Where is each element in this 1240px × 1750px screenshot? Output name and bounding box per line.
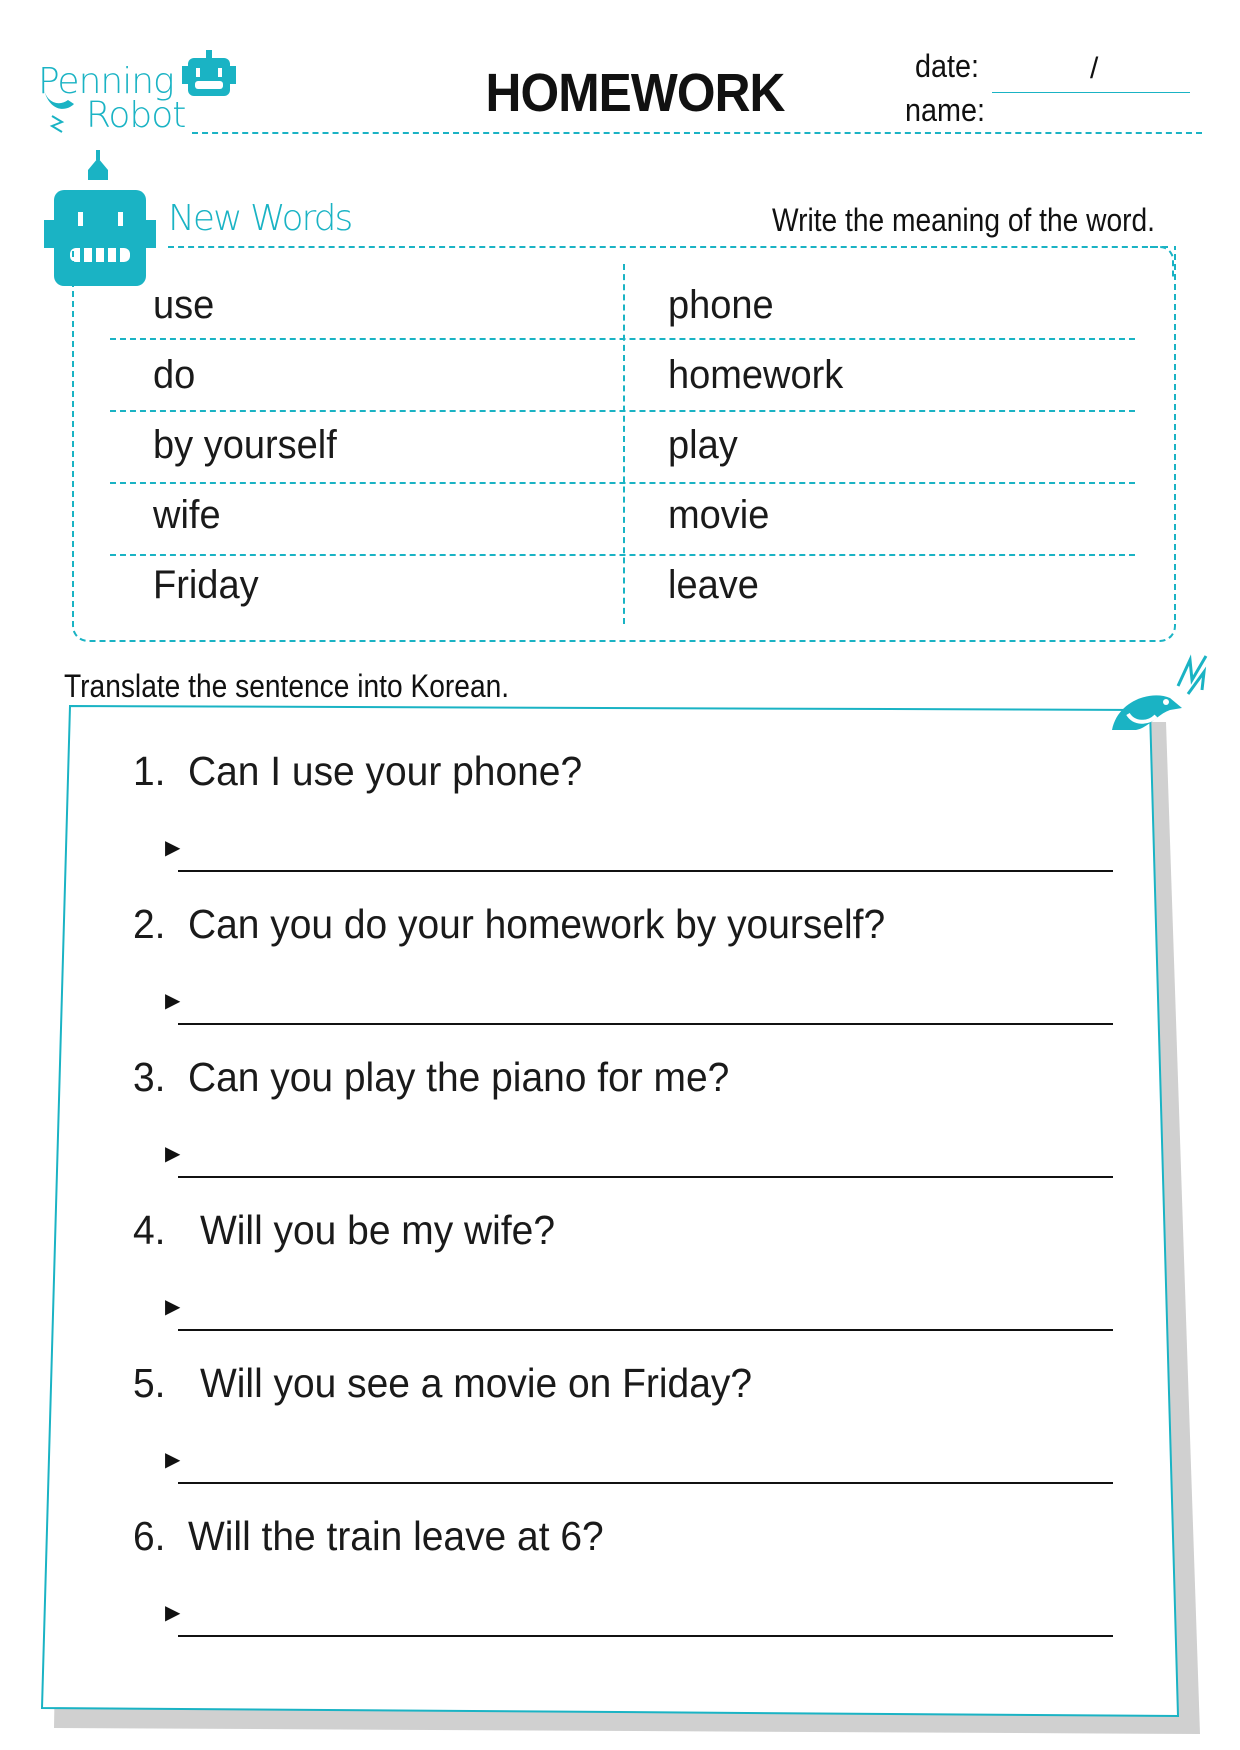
bird-icon: [1108, 650, 1208, 750]
answer-field[interactable]: [178, 1023, 1113, 1025]
sentence-number: 2.: [133, 901, 166, 947]
page-title: HOMEWORK: [485, 63, 785, 123]
word-left: Friday: [153, 563, 259, 607]
word-left: wife: [153, 493, 221, 537]
arrow-icon: ▶: [165, 1296, 181, 1318]
name-label: name:: [905, 92, 986, 128]
arrow-icon: ▶: [165, 837, 181, 859]
sentence-number: 1.: [133, 748, 166, 794]
word-right: leave: [668, 563, 759, 607]
word-right: homework: [668, 353, 844, 397]
sentence-text: Can you do your homework by yourself?: [188, 901, 886, 947]
sentence-number: 3.: [133, 1054, 166, 1100]
sentence-text: Will the train leave at 6?: [188, 1513, 604, 1559]
date-label: date:: [915, 48, 980, 84]
word-right: movie: [668, 493, 770, 537]
word-right: play: [668, 423, 738, 467]
translate-instruction: Translate the sentence into Korean.: [64, 668, 510, 704]
sentence-number: 5.: [133, 1360, 166, 1406]
sentence-text: Can you play the piano for me?: [188, 1054, 730, 1100]
logo-text-line2: Robot: [86, 95, 186, 136]
sentence-number: 4.: [133, 1207, 166, 1253]
sentence-text: Will you be my wife?: [200, 1207, 555, 1253]
sentence-text: Will you see a movie on Friday?: [200, 1360, 753, 1406]
arrow-icon: ▶: [165, 990, 181, 1012]
answer-field[interactable]: [178, 1635, 1113, 1637]
answer-field[interactable]: [178, 1329, 1113, 1331]
word-left: use: [153, 283, 215, 327]
arrow-icon: ▶: [165, 1143, 181, 1165]
word-left: do: [153, 353, 196, 397]
arrow-icon: ▶: [165, 1602, 181, 1624]
answer-field[interactable]: [178, 1482, 1113, 1484]
new-words-instruction: Write the meaning of the word.: [772, 202, 1155, 238]
arrow-icon: ▶: [165, 1449, 181, 1471]
section-title-new-words: New Words: [168, 198, 352, 239]
logo-text-line1: Penning: [38, 61, 174, 102]
answer-field[interactable]: [178, 1176, 1113, 1178]
date-separator: /: [1090, 52, 1099, 85]
sentence-number: 6.: [133, 1513, 166, 1559]
answer-field[interactable]: [178, 870, 1113, 872]
sentence-text: Can I use your phone?: [188, 748, 583, 794]
word-left: by yourself: [153, 423, 337, 467]
word-right: phone: [668, 283, 774, 327]
